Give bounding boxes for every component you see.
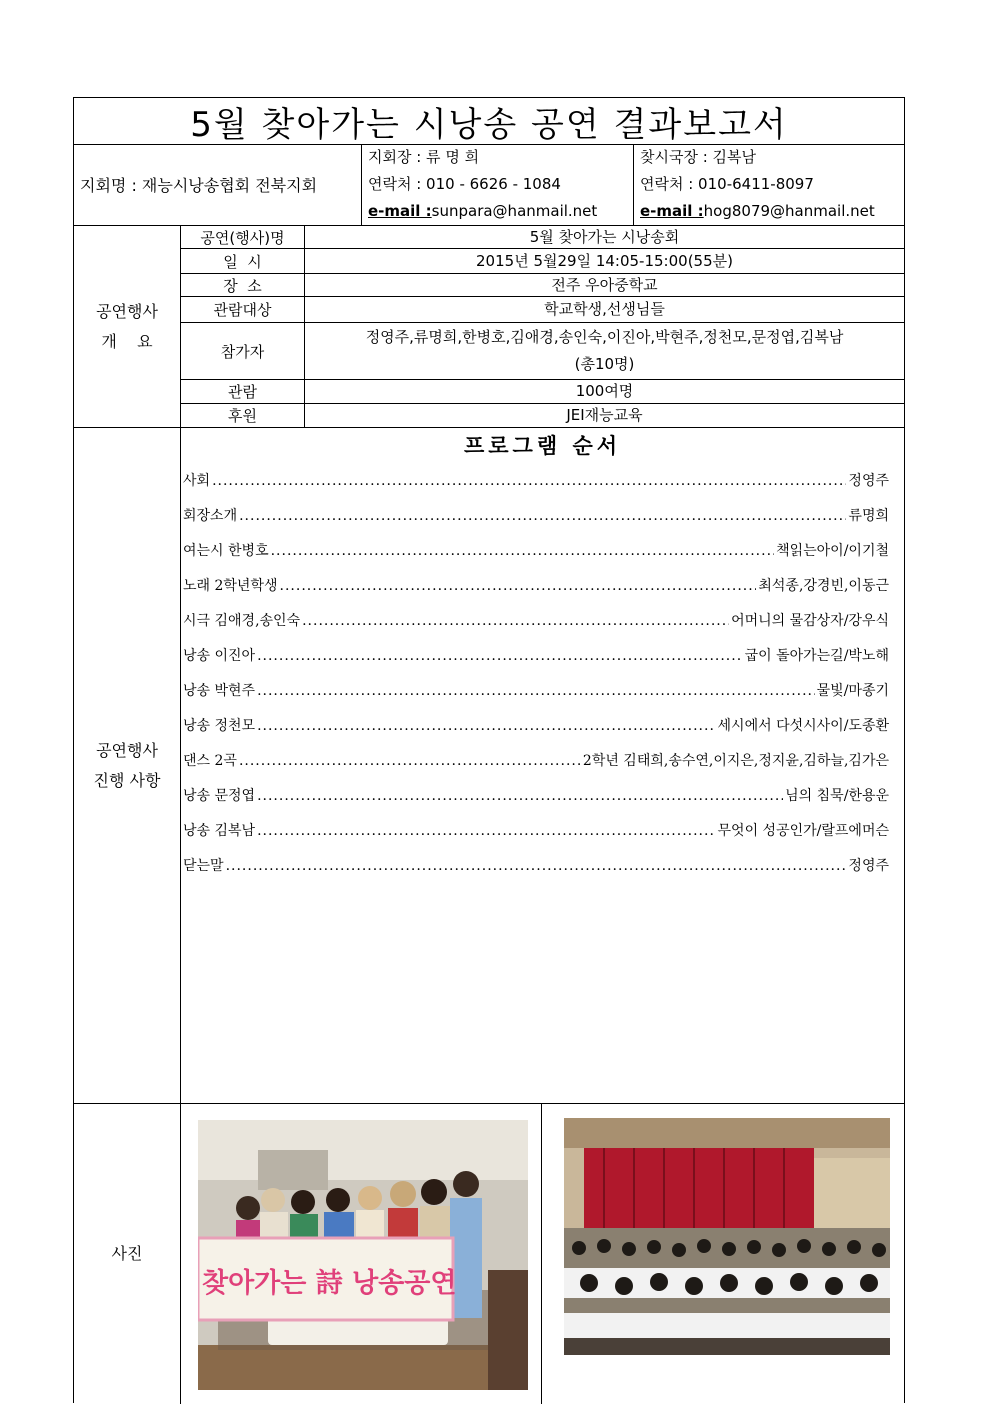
participants-list: 정영주,류명희,한병호,김애경,송인숙,이진아,박현주,정천모,문정엽,김복남 [365, 328, 844, 346]
dot-leader [257, 823, 715, 839]
program-item-value: 최석종,강경빈,이동근 [758, 578, 889, 594]
program-item [183, 575, 889, 599]
dot-leader [257, 683, 815, 699]
dot-leader [226, 858, 847, 874]
row-value [305, 323, 904, 379]
program-item-label: 여는시 한병호 [183, 543, 269, 559]
program-item [183, 645, 889, 669]
photo-cell-audience [542, 1104, 904, 1404]
overview-row-sponsor [181, 404, 904, 428]
branch-name: 지회명 : 재능시낭송협회 전북지회 [74, 144, 362, 226]
overview-row-place [181, 274, 904, 297]
dot-leader [212, 473, 846, 489]
row-key: 일 시 [181, 249, 305, 273]
row-key: 공연(행사)명 [181, 226, 305, 248]
dot-leader [257, 648, 743, 664]
row-key: 장 소 [181, 274, 305, 296]
audience-photo [564, 1118, 890, 1355]
program-heading: 프로그램 순서 [463, 433, 622, 458]
overview-row-date [181, 249, 904, 274]
overview-row-viewers [181, 380, 904, 404]
program-item-label: 낭송 이진아 [183, 648, 256, 664]
program-item [183, 855, 889, 879]
program-item-value: 정영주 [848, 858, 889, 874]
program-item-value: 님의 침묵/한용운 [785, 788, 889, 804]
row-value: 학교학생,선생님들 [544, 300, 665, 318]
program-item-label: 낭송 김복남 [183, 823, 256, 839]
program-item-label: 낭송 박현주 [183, 683, 256, 699]
participants-total: (총10명) [574, 355, 635, 373]
program-label-1: 공연행사 [96, 740, 158, 760]
row-key: 관람대상 [181, 297, 305, 322]
program-item-value: 류명희 [848, 508, 889, 524]
row-value: 2015년 5월29일 14:05-15:00(55분) [476, 251, 733, 270]
photo-section-label [74, 1104, 181, 1404]
director-email[interactable]: hog8079@hanmail.net [703, 202, 875, 220]
dot-leader [239, 753, 581, 769]
dot-leader [257, 788, 783, 804]
overview-label-2: 개 요 [101, 331, 153, 351]
program-item-value: 책읽는아이/이기철 [776, 543, 889, 559]
president-email-line [362, 198, 633, 225]
row-key: 관람 [181, 380, 305, 403]
program-order [181, 428, 904, 1104]
program-item [183, 540, 889, 564]
dot-leader [257, 718, 715, 734]
program-item-value: 어머니의 물감상자/강우식 [731, 613, 889, 629]
president-info [362, 144, 634, 226]
program-item-label: 시극 김애경,송인숙 [183, 613, 301, 629]
program-item [183, 750, 889, 774]
overview-row-audience [181, 297, 904, 323]
president-email[interactable]: sunpara@hanmail.net [431, 202, 598, 220]
program-item [183, 505, 889, 529]
overview-label-1: 공연행사 [96, 301, 158, 321]
row-key: 후원 [181, 404, 305, 427]
program-item-value: 정영주 [848, 473, 889, 489]
program-item [183, 785, 889, 809]
email-label: e-mail : [640, 202, 704, 220]
program-item-label: 사회 [183, 473, 211, 489]
director-contact: 연락처 : 010-6411-8097 [640, 175, 814, 193]
program-item [183, 715, 889, 739]
program-item-value: 세시에서 다섯시사이/도종환 [717, 718, 889, 734]
program-item [183, 680, 889, 704]
program-item-value: 무엇이 성공인가/랄프에머슨 [717, 823, 889, 839]
president-name: 지회장 : 류 명 희 [368, 148, 480, 166]
program-item-value: 굽이 돌아가는길/박노해 [744, 648, 889, 664]
director-name: 찾시국장 : 김복남 [640, 148, 757, 166]
report-title: 5월 찾아가는 시낭송 공연 결과보고서 [74, 98, 904, 145]
banner-text: 찾아가는 詩 낭송공연 [202, 1268, 457, 1299]
program-item [183, 470, 889, 494]
director-email-line [634, 198, 904, 225]
row-value: 100여명 [575, 382, 634, 400]
row-key: 참가자 [181, 323, 305, 379]
director-info [634, 144, 904, 226]
dot-leader [302, 613, 729, 629]
program-item-label: 낭송 문정엽 [183, 788, 256, 804]
program-item-label: 노래 2학년학생 [183, 578, 278, 594]
photo-row [181, 1104, 904, 1404]
program-item-label: 낭송 정천모 [183, 718, 256, 734]
photo-label: 사진 [111, 1244, 143, 1263]
row-value: 전주 우아중학교 [551, 275, 658, 294]
email-label: e-mail : [368, 202, 432, 220]
program-label-2: 진행 사항 [93, 770, 161, 790]
program-item-label: 닫는말 [183, 858, 224, 874]
performers-photo [198, 1120, 528, 1390]
overview-row-participants [181, 323, 904, 380]
program-item-value: 2학년 김태희,송수연,이지은,정지윤,김하늘,김가은 [582, 753, 889, 769]
program-item-label: 댄스 2곡 [183, 753, 237, 769]
program-item-label: 회장소개 [183, 508, 238, 524]
dot-leader [239, 508, 846, 524]
president-contact: 연락처 : 010 - 6626 - 1084 [368, 175, 561, 193]
report-document [73, 97, 905, 1403]
overview-section-label [74, 226, 181, 428]
dot-leader [271, 543, 774, 559]
dot-leader [280, 578, 757, 594]
program-item [183, 610, 889, 634]
row-value: 5월 찾아가는 시낭송회 [529, 227, 680, 246]
program-item [183, 820, 889, 844]
overview-row-event [181, 226, 904, 249]
program-section-label [74, 428, 181, 1104]
photo-cell-performers [181, 1104, 542, 1404]
program-item-value: 물빛/마종기 [816, 683, 889, 699]
row-value: JEI재능교육 [566, 406, 643, 424]
